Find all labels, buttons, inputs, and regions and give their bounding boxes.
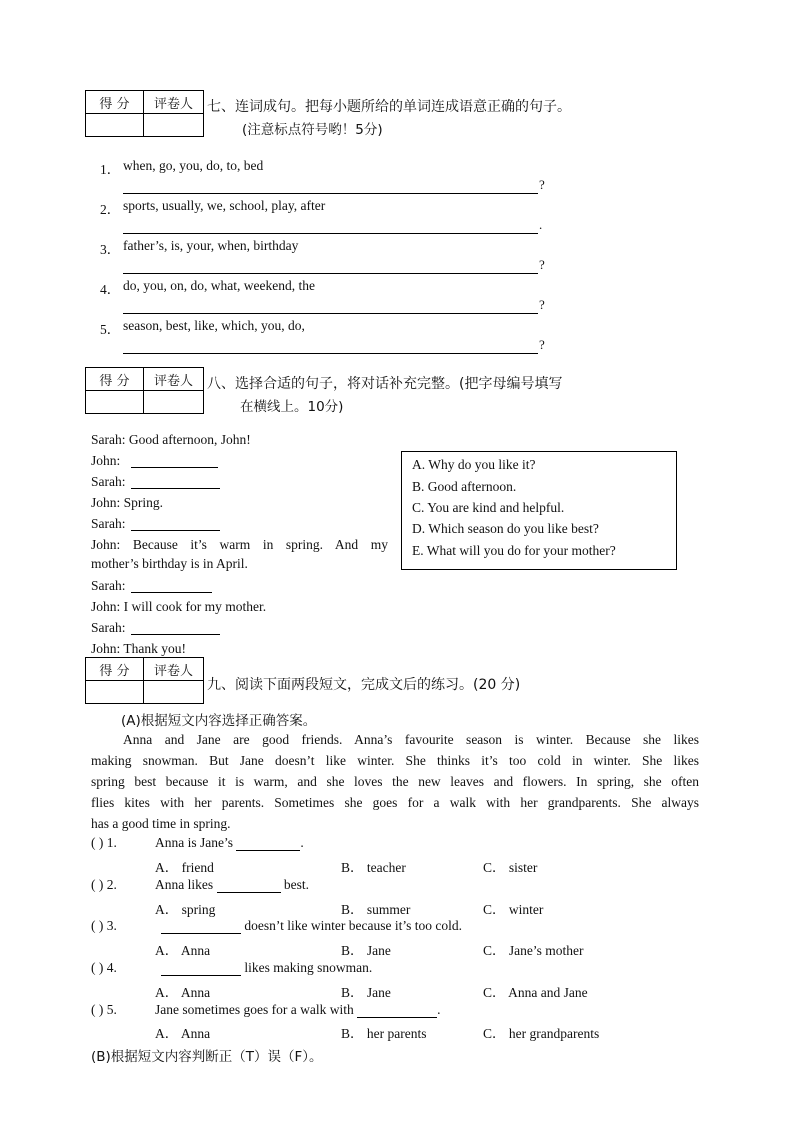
answer-paren[interactable]: ( ) 4.: [91, 960, 117, 975]
passage-line: spring best because it is warm, and she loves the new leaves and flowers. In spring, she often: [91, 774, 699, 789]
dialogue-blank[interactable]: [131, 530, 220, 531]
stem-text: Anna likes: [155, 877, 214, 892]
item-number: 3．: [100, 242, 121, 257]
stem-text: Anna is Jane’s: [155, 835, 233, 850]
item-words: sports, usually, we, school, play, after: [123, 198, 326, 213]
score-box-section8: [85, 367, 204, 414]
stem-text: best.: [283, 877, 309, 892]
score-box-section9: [85, 657, 204, 704]
grader-label: 评卷人: [144, 658, 204, 681]
dialogue-line: Sarah:: [91, 474, 126, 489]
question-stem: [161, 918, 462, 934]
end-punctuation: ?: [539, 337, 545, 352]
item-number: 4．: [100, 282, 121, 297]
option-b[interactable]: B． teacher: [341, 860, 406, 875]
option-a[interactable]: A． Anna: [155, 943, 211, 958]
option-c[interactable]: C． sister: [483, 860, 538, 875]
option-b[interactable]: B． her parents: [341, 1026, 427, 1041]
option-c[interactable]: C． Anna and Jane: [483, 985, 588, 1000]
option-c[interactable]: C． winter: [483, 902, 544, 917]
stem-text: Jane sometimes goes for a walk with: [155, 1002, 354, 1017]
option-b: B. Good afternoon.: [412, 479, 517, 494]
option-d: D. Which season do you like best?: [412, 521, 599, 536]
dialogue-line: John: Thank you!: [91, 641, 186, 656]
option-c[interactable]: C． her grandparents: [483, 1026, 600, 1041]
dialogue-line: John: I will cook for my mother.: [91, 599, 267, 614]
answer-line[interactable]: [123, 313, 538, 314]
score-label: 得 分: [86, 91, 144, 114]
dialogue-blank[interactable]: [131, 634, 220, 635]
stem-text: likes making snowman.: [244, 960, 373, 975]
question-stem: [155, 1002, 440, 1018]
grader-label: 评卷人: [144, 91, 204, 114]
dialogue-blank[interactable]: [131, 488, 220, 489]
option-a[interactable]: A． Anna: [155, 1026, 211, 1041]
item-words: when, go, you, do, to, bed: [123, 158, 264, 173]
answer-line[interactable]: [123, 193, 538, 194]
option-e: E. What will you do for your mother?: [412, 543, 616, 558]
item-number: 2．: [100, 202, 121, 217]
part-a-title: (A)根据短文内容选择正确答案。: [121, 713, 317, 729]
item-number: 1．: [100, 162, 121, 177]
stem-text: .: [300, 835, 304, 850]
passage-line: has a good time in spring.: [91, 816, 231, 831]
option-b[interactable]: B． summer: [341, 902, 411, 917]
dialogue-line: Sarah:: [91, 620, 126, 635]
question-blank[interactable]: [357, 1005, 437, 1018]
question-stem: [155, 877, 309, 893]
passage-line: flies kites with her parents. Sometimes she goes for a walk with her grandparents. She always: [91, 795, 699, 810]
item-words: father’s, is, your, when, birthday: [123, 238, 299, 253]
question-blank[interactable]: [161, 921, 241, 934]
end-punctuation: ?: [539, 257, 545, 272]
score-cell[interactable]: [86, 114, 144, 137]
passage-line: making snowman. But Jane doesn’t like winter. She thinks it’s too cold in winter. She likes: [91, 753, 699, 768]
answer-line[interactable]: [123, 233, 538, 234]
option-c: C. You are kind and helpful.: [412, 500, 565, 515]
end-punctuation: ?: [539, 177, 545, 192]
stem-text: .: [437, 1002, 441, 1017]
passage-line: Anna and Jane are good friends. Anna’s favourite season is winter. Because she likes: [123, 732, 699, 747]
answer-paren[interactable]: ( ) 3.: [91, 918, 117, 933]
question-blank[interactable]: [161, 963, 241, 976]
question-stem: [155, 835, 304, 851]
dialogue-line: Sarah: Good afternoon, John!: [91, 432, 251, 447]
options-box: [401, 451, 677, 570]
dialogue-blank[interactable]: [131, 467, 218, 468]
dialogue-line: mother’s birthday is in April.: [91, 556, 248, 571]
score-cell[interactable]: [86, 391, 144, 414]
answer-paren[interactable]: ( ) 5.: [91, 1002, 117, 1017]
item-words: season, best, like, which, you, do,: [123, 318, 305, 333]
section8-title: 八、选择合适的句子，将对话补充完整。(把字母编号填写: [207, 376, 563, 392]
option-a[interactable]: A． spring: [155, 902, 216, 917]
answer-line[interactable]: [123, 353, 538, 354]
score-label: 得 分: [86, 658, 144, 681]
score-box-section7: [85, 90, 204, 137]
dialogue-blank[interactable]: [131, 592, 212, 593]
answer-paren[interactable]: ( ) 2.: [91, 877, 117, 892]
answer-line[interactable]: [123, 273, 538, 274]
dialogue-line: John: Because it’s warm in spring. And my: [91, 537, 388, 552]
dialogue-line: Sarah:: [91, 578, 126, 593]
grader-label: 评卷人: [144, 368, 204, 391]
item-words: do, you, on, do, what, weekend, the: [123, 278, 315, 293]
part-b-title: (B)根据短文内容判断正（T）误（F）。: [91, 1049, 323, 1065]
option-b[interactable]: B． Jane: [341, 943, 391, 958]
grader-cell[interactable]: [144, 681, 204, 704]
question-blank[interactable]: [217, 880, 281, 893]
section7-subtitle: (注意标点符号哟！5分): [242, 122, 383, 138]
item-number: 5．: [100, 322, 121, 337]
option-c[interactable]: C． Jane’s mother: [483, 943, 584, 958]
question-stem: [161, 960, 372, 976]
answer-paren[interactable]: ( ) 1.: [91, 835, 117, 850]
score-cell[interactable]: [86, 681, 144, 704]
grader-cell[interactable]: [144, 391, 204, 414]
option-b[interactable]: B． Jane: [341, 985, 391, 1000]
section7-title: 七、连词成句。把每小题所给的单词连成语意正确的句子。: [207, 99, 571, 115]
stem-text: doesn’t like winter because it’s too cold.: [244, 918, 462, 933]
option-a[interactable]: A． friend: [155, 860, 214, 875]
option-a: A. Why do you like it?: [412, 457, 536, 472]
dialogue-line: John: Spring.: [91, 495, 164, 510]
reading-passage: [91, 729, 699, 834]
end-punctuation: .: [539, 217, 543, 232]
grader-cell[interactable]: [144, 114, 204, 137]
option-a[interactable]: A． Anna: [155, 985, 211, 1000]
end-punctuation: ?: [539, 297, 545, 312]
score-label: 得 分: [86, 368, 144, 391]
section9-title: 九、阅读下面两段短文，完成文后的练习。(20 分): [207, 677, 521, 693]
section8-subtitle: 在横线上。10分): [240, 399, 344, 415]
dialogue-line: John:: [91, 453, 121, 468]
question-blank[interactable]: [236, 838, 300, 851]
dialogue-line: Sarah:: [91, 516, 126, 531]
